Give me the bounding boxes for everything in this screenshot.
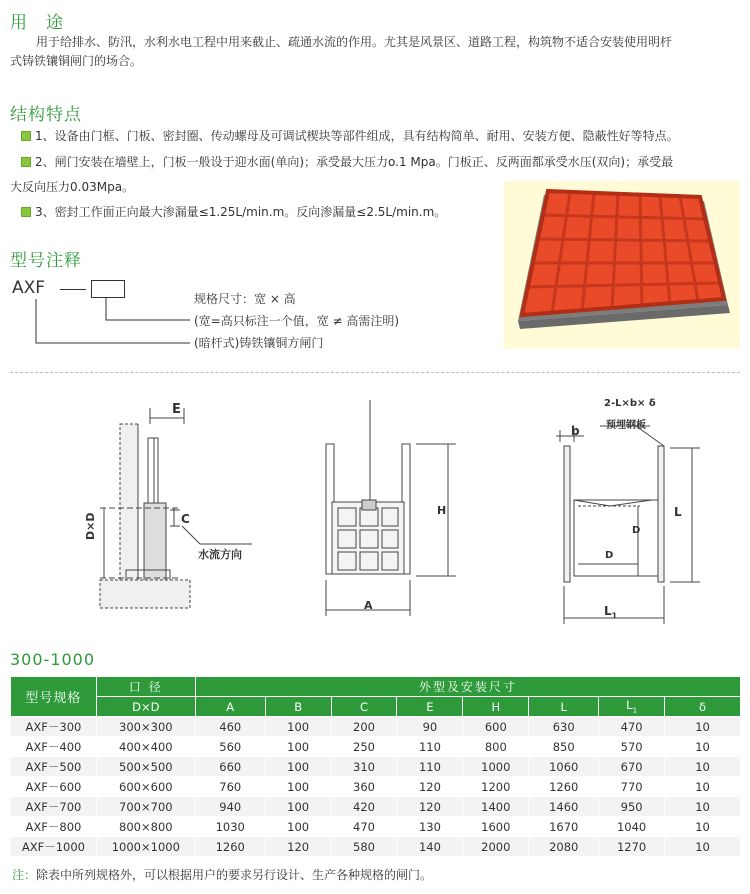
table-row [11,757,741,777]
table-cell: 800 [463,737,529,757]
label-plate-spec: 2-L×b× δ [604,398,656,409]
subhead-c: C [331,697,397,717]
table-cell: 1040 [599,817,665,837]
subhead-l: L [529,697,599,717]
table-cell: 570 [599,737,665,757]
subhead-dxd: D×D [96,697,195,717]
table-cell: 500×500 [96,757,195,777]
subhead-l1-sub: 1 [632,706,638,715]
table-cell: 700×700 [96,797,195,817]
table-cell: 120 [265,837,331,857]
table-cell: 10 [665,757,741,777]
structure-item-3-text: 3、密封工作面正向最大渗漏量≤1.25L/min.m。反向渗漏量≤2.5L/min.m。 [35,205,447,219]
subhead-b: B [265,697,331,717]
table-row [11,797,741,817]
table-cell: 770 [599,777,665,797]
table-cell: 10 [665,797,741,817]
table-cell: 10 [665,777,741,797]
table-cell: AXF－600 [11,777,97,797]
label-plate-name: 预埋钢板 [606,420,646,431]
usage-text-line2: 式铸铁镶铜闸门的场合。 [10,54,143,68]
table-row [11,777,741,797]
label-D-vertical: D [632,525,641,536]
section-divider [10,372,740,373]
table-cell: 940 [195,797,265,817]
table-cell: 1000 [463,757,529,777]
table-cell: 2000 [463,837,529,857]
label-b: b [571,424,580,438]
table-cell: 250 [331,737,397,757]
product-photo [504,181,740,349]
table-cell: 600×600 [96,777,195,797]
usage-text-line1: 用于给排水、防汛，水利水电工程中用来截止、疏通水流的作用。尤其是风景区、道路工程，构筑物不适合安装使用明杆 [36,35,673,49]
table-cell: 200 [331,717,397,737]
table-cell: 630 [529,717,599,737]
model-note-size: 规格尺寸：宽 × 高 [194,292,296,306]
table-cell: 470 [331,817,397,837]
range-title: 300-1000 [10,650,96,669]
label-H: H [437,504,447,517]
table-cell: 800×800 [96,817,195,837]
usage-title: 用 途 [10,13,64,33]
label-flow-direction: 水流方向 [198,548,242,561]
table-cell: 10 [665,837,741,857]
footnote-label: 注： [12,868,37,882]
table-cell: AXF－500 [11,757,97,777]
table-cell: AXF－700 [11,797,97,817]
label-E: E [172,402,181,417]
subhead-l1 [599,697,665,717]
table-cell: 120 [397,797,463,817]
table-row [11,837,741,857]
table-cell: 420 [331,797,397,817]
label-A: A [364,599,373,612]
table-cell: 10 [665,817,741,837]
model-leader-lines [0,0,200,360]
table-cell: 110 [397,737,463,757]
table-cell: 140 [397,837,463,857]
table-cell: 100 [265,777,331,797]
label-L1-main: L [604,604,612,618]
table-cell: AXF－300 [11,717,97,737]
structure-title: 结构特点 [10,105,82,125]
table-cell: 100 [265,717,331,737]
table-cell: 580 [331,837,397,857]
table-cell: 600 [463,717,529,737]
subhead-h: H [463,697,529,717]
embedded-plate-diagram [540,398,740,628]
model-note-type: (暗杆式)铸铁镶铜方闸门 [194,336,324,350]
table-cell: 100 [265,817,331,837]
table-cell: 100 [265,757,331,777]
subhead-a: A [195,697,265,717]
table-cell: 1460 [529,797,599,817]
table-cell: 760 [195,777,265,797]
table-cell: 950 [599,797,665,817]
table-cell: 1060 [529,757,599,777]
head-caliber: 口 径 [96,677,195,697]
label-D-horizontal: D [605,550,614,561]
structure-item-2-cont: 大反向压力0.03Mpa。 [10,180,135,194]
table-cell: 560 [195,737,265,757]
table-cell: 2080 [529,837,599,857]
label-DxD: D×D [84,512,97,540]
subhead-delta: δ [665,697,741,717]
table-cell: 310 [331,757,397,777]
table-cell: 100 [265,797,331,817]
subhead-e: E [397,697,463,717]
model-code: AXF [12,278,46,298]
table-row [11,717,741,737]
table-cell: 470 [599,717,665,737]
table-cell: 10 [665,717,741,737]
structure-item-1-text: 1、设备由门框、门板、密封圈、传动螺母及可调试楔块等部件组成，具有结构简单、耐用、安装方便、隐蔽性好等特点。 [35,129,679,143]
table-row [11,817,741,837]
model-note-width: (宽=高只标注一个值，宽 ≠ 高需注明) [194,314,400,328]
table-cell: 360 [331,777,397,797]
table-cell: AXF－400 [11,737,97,757]
table-row [11,737,741,757]
table-cell: 1400 [463,797,529,817]
footnote-text: 除表中所列规格外，可以根据用户的要求另行设计、生产各种规格的闸门。 [36,868,433,882]
table-cell: 1260 [195,837,265,857]
table-cell: 100 [265,737,331,757]
label-C: C [181,512,190,526]
table-cell: 1260 [529,777,599,797]
table-cell: 110 [397,757,463,777]
model-title: 型号注释 [10,251,82,271]
table-cell: 670 [599,757,665,777]
spec-table [10,676,741,857]
table-cell: 1000×1000 [96,837,195,857]
table-cell: 1270 [599,837,665,857]
label-L1-sub: 1 [611,611,618,621]
table-cell: 400×400 [96,737,195,757]
table-cell: 1670 [529,817,599,837]
table-cell: 1200 [463,777,529,797]
table-cell: 660 [195,757,265,777]
table-cell: 460 [195,717,265,737]
table-cell: 130 [397,817,463,837]
head-model: 型号规格 [11,677,97,717]
subhead-l1-main: L [626,698,633,713]
table-cell: 1030 [195,817,265,837]
table-cell: AXF－800 [11,817,97,837]
structure-item-2-text: 2、闸门安装在墙壁上，门板一般设于迎水面(单向)；承受最大压力o.1 Mpa。门板正、反两面都承受水压(双向)；承受最 [35,155,674,169]
footnote [12,866,432,885]
head-dimensions: 外型及安装尺寸 [195,677,740,697]
label-L1 [604,604,617,620]
table-cell: 1600 [463,817,529,837]
table-cell: 10 [665,737,741,757]
table-cell: AXF－1000 [11,837,97,857]
label-L: L [674,505,682,519]
table-cell: 300×300 [96,717,195,737]
table-cell: 850 [529,737,599,757]
table-cell: 90 [397,717,463,737]
gate-photo-illustration [504,181,740,349]
table-cell: 120 [397,777,463,797]
